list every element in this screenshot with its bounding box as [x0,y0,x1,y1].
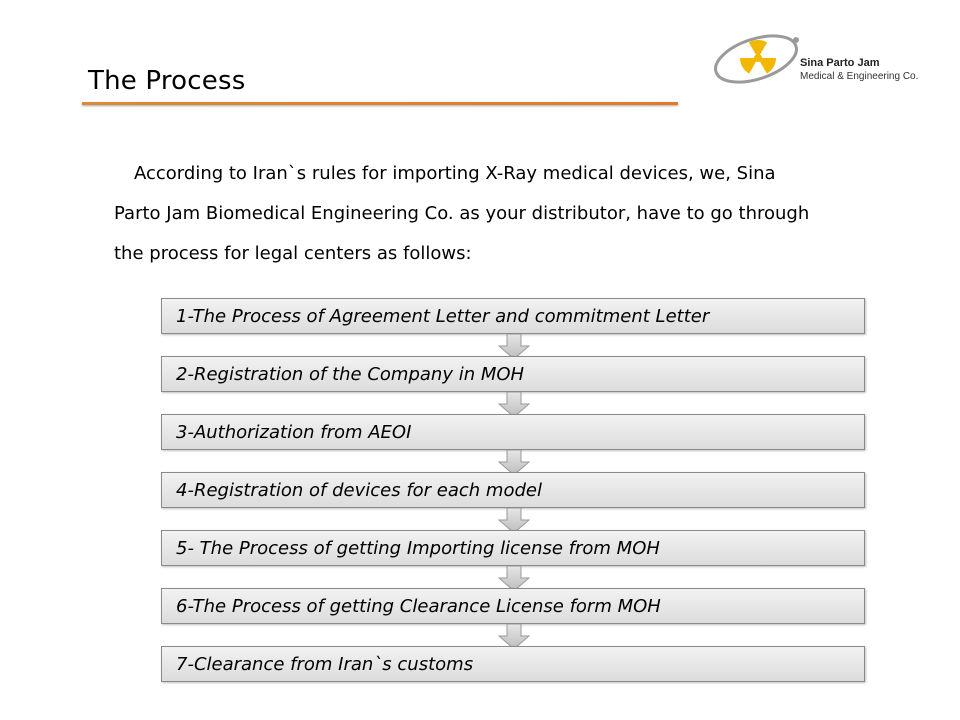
step-label: 4-Registration of devices for each model [176,480,542,501]
intro-line-2: Parto Jam Biomedical Engineering Co. as your distributor, have to go through [114,203,810,224]
page-title: The Process [88,66,246,96]
process-step-4 [161,472,865,508]
title-underline [82,102,678,105]
step-label: 5- The Process of getting Importing license from MOH [176,538,660,559]
logo-subtitle: Medical & Engineering Co. [800,71,919,82]
process-step-2 [161,356,865,392]
step-label: 3-Authorization from AEOI [176,422,412,443]
step-label: 1-The Process of Agreement Letter and commitment Letter [176,306,710,327]
step-label: 2-Registration of the Company in MOH [176,364,525,385]
logo-name: Sina Parto Jam [800,57,880,69]
process-step-3 [161,414,865,450]
intro-paragraph [114,154,884,274]
intro-line-3: the process for legal centers as follows: [114,243,472,264]
step-label: 6-The Process of getting Clearance License form MOH [176,596,661,617]
step-label: 7-Clearance from Iran`s customs [176,654,474,675]
process-step-6 [161,588,865,624]
process-step-5 [161,530,865,566]
radiation-trefoil-icon [740,40,776,74]
process-step-1 [161,298,865,334]
intro-line-1: According to Iran`s rules for importing X-Ray medical devices, we, Sina [134,163,776,184]
process-step-7 [161,646,865,682]
logo-orbit-dot [793,37,799,43]
